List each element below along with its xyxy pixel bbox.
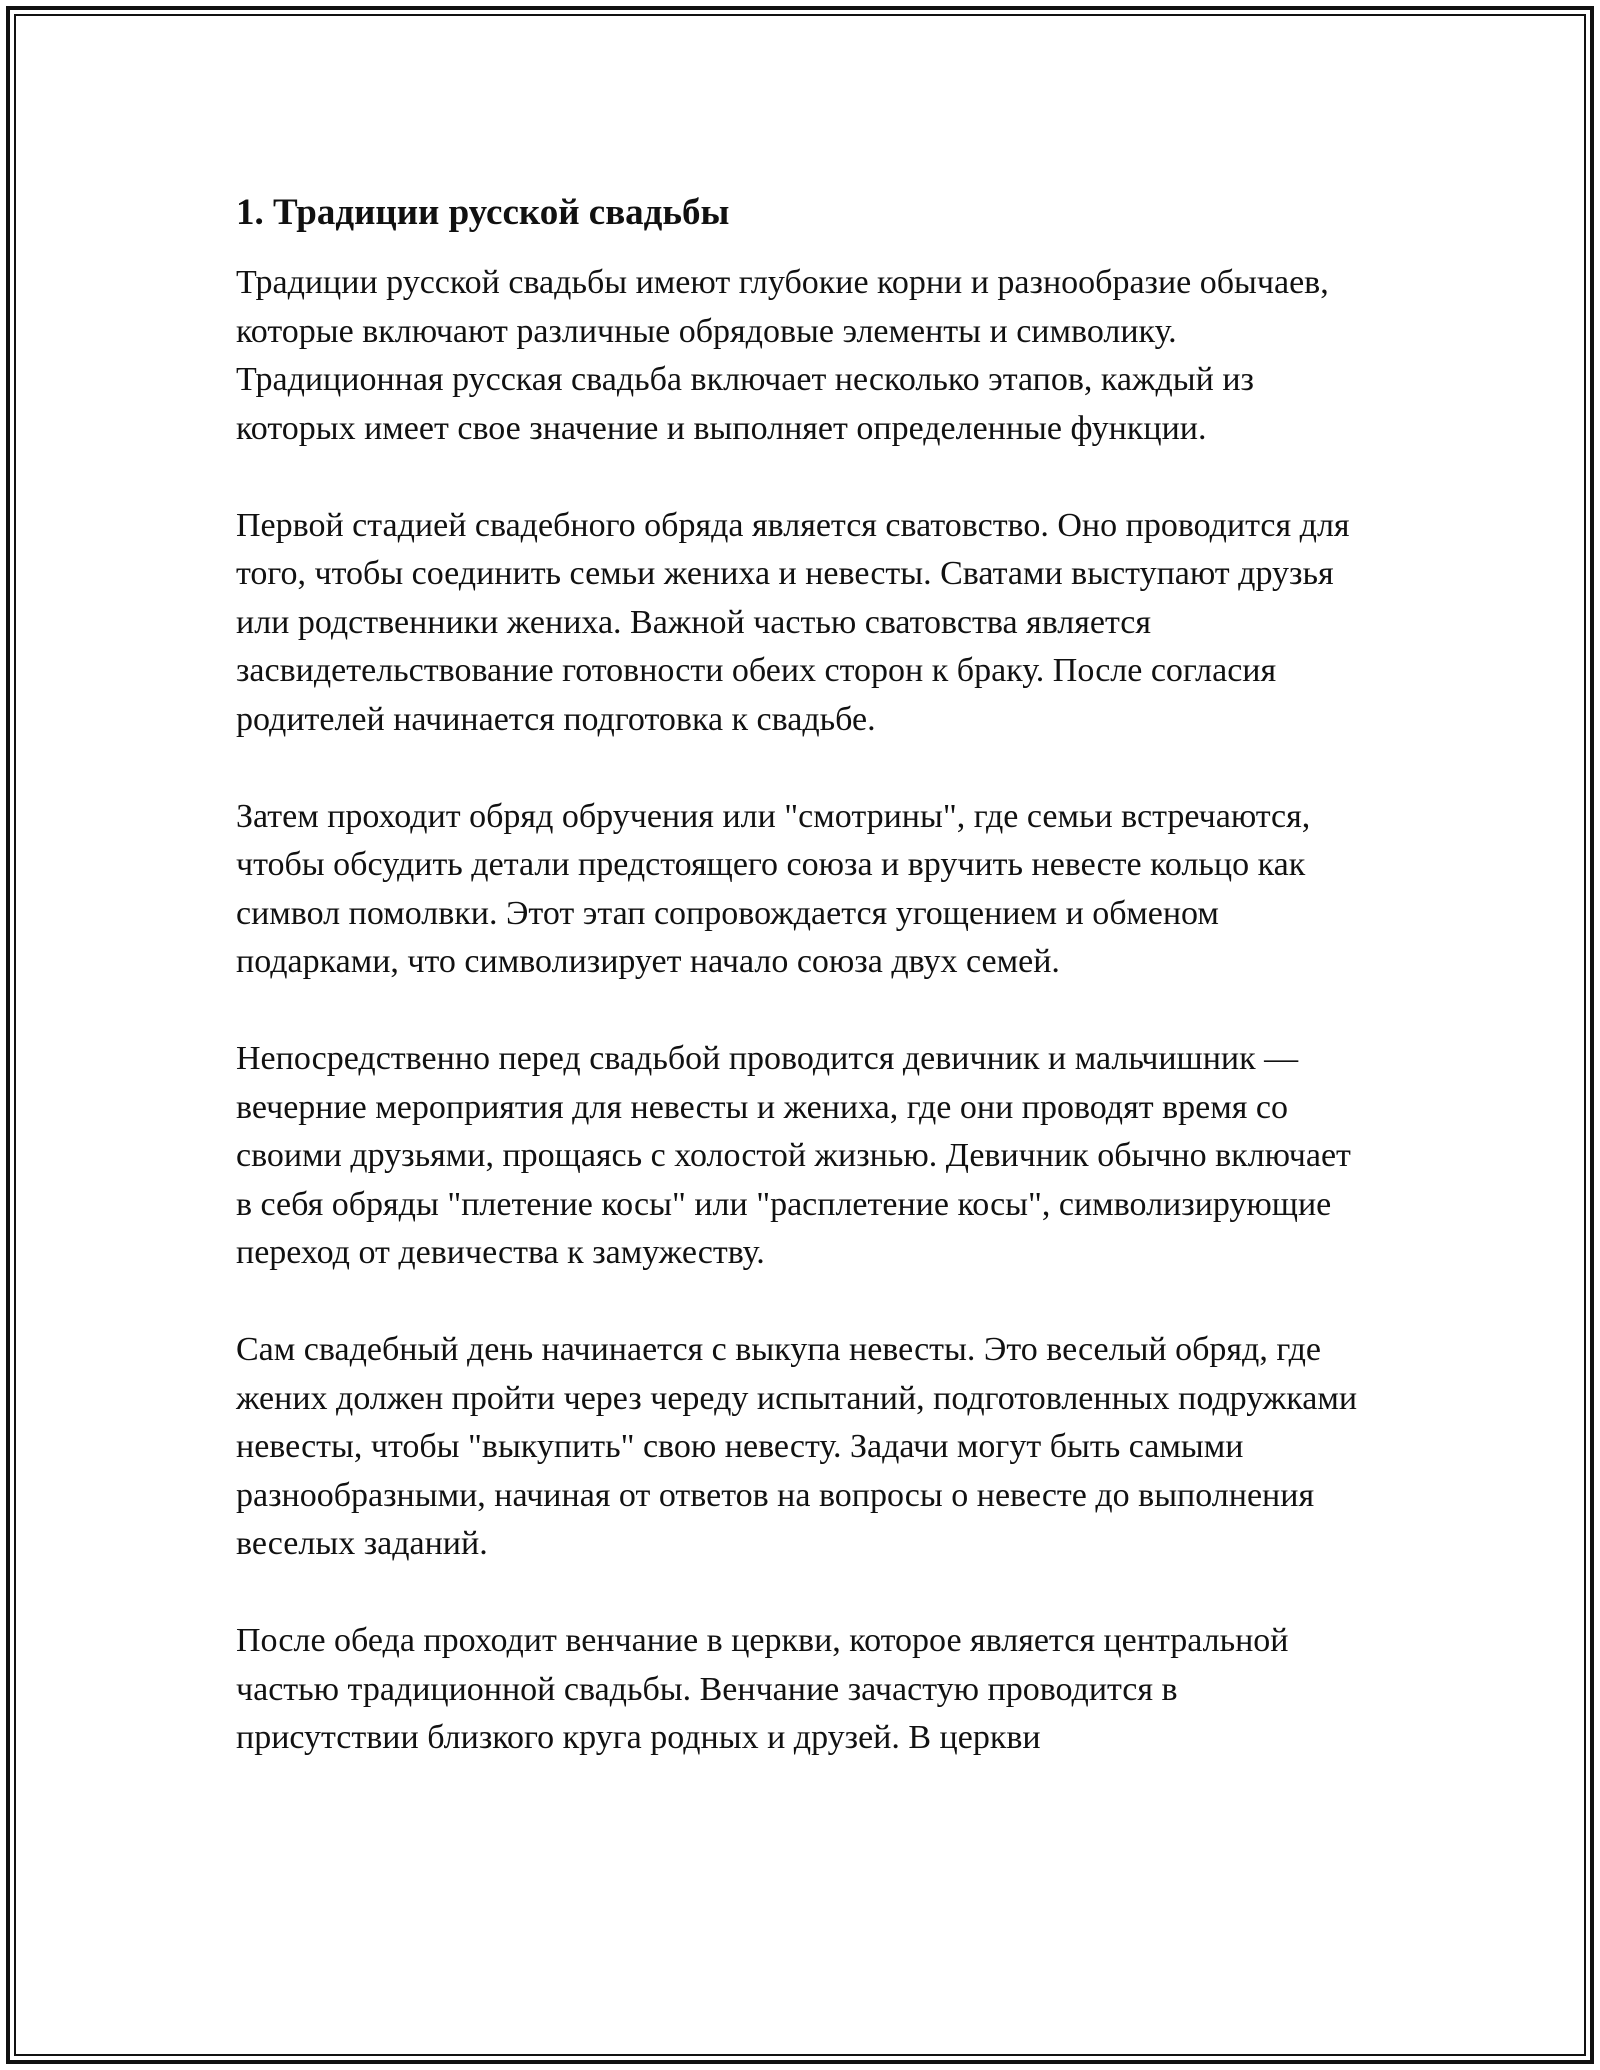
paragraph-intro: Традиции русской свадьбы имеют глубокие корни и разнообразие обычаев, которые включают различные обрядовые элементы и символику. Традиционная русская свадьба включает несколько этапов, каждый из которых имеет свое значение и выполняет определенные функции. — [236, 264, 1329, 447]
paragraph-matchmaking: Первой стадией свадебного обряда является сватовство. Оно проводится для того, чтобы соединить семьи жениха и невесты. Сватами выступают друзья или родственники жениха. Важной частью сватовства является засвидетельствование готовности обеих сторон к браку. После согласия родителей начинается подготовка к свадьбе. — [236, 506, 1350, 738]
document-body — [236, 185, 1366, 1763]
paragraph-bachelor-parties: Непосредственно перед свадьбой проводится девичник и мальчишник — вечерние мероприятия для невесты и жениха, где они проводят время со своими друзьями, прощаясь с холостой жизнью. Девичник обычно включает в себя обряды "плетение косы" или "расплетение косы", символизирующие переход от девичества к замужеству. — [236, 1040, 1351, 1271]
paragraph-wedding-ceremony: После обеда проходит венчание в церкви, которое является центральной частью традиционной свадьбы. Венчание зачастую проводится в присутствии близкого круга родных и друзей. В церкви — [236, 1622, 1289, 1756]
paragraph-bride-ransom: Сам свадебный день начинается с выкупа невесты. Это веселый обряд, где жених должен пройти через череду испытаний, подготовленных подружками невесты, чтобы "выкупить" свою невесту. Задачи могут быть самыми разнообразными, начиная от ответов на вопросы о невесте до выполнения веселых заданий. — [236, 1331, 1358, 1562]
paragraph-betrothal: Затем проходит обряд обручения или "смотрины", где семьи встречаются, чтобы обсудить детали предстоящего союза и вручить невесте кольцо как символ помолвки. Этот этап сопровождается угощением и обменом подарками, что символизирует начало союза двух семей. — [236, 797, 1311, 980]
section-heading: 1. Традиции русской свадьбы — [236, 192, 730, 233]
